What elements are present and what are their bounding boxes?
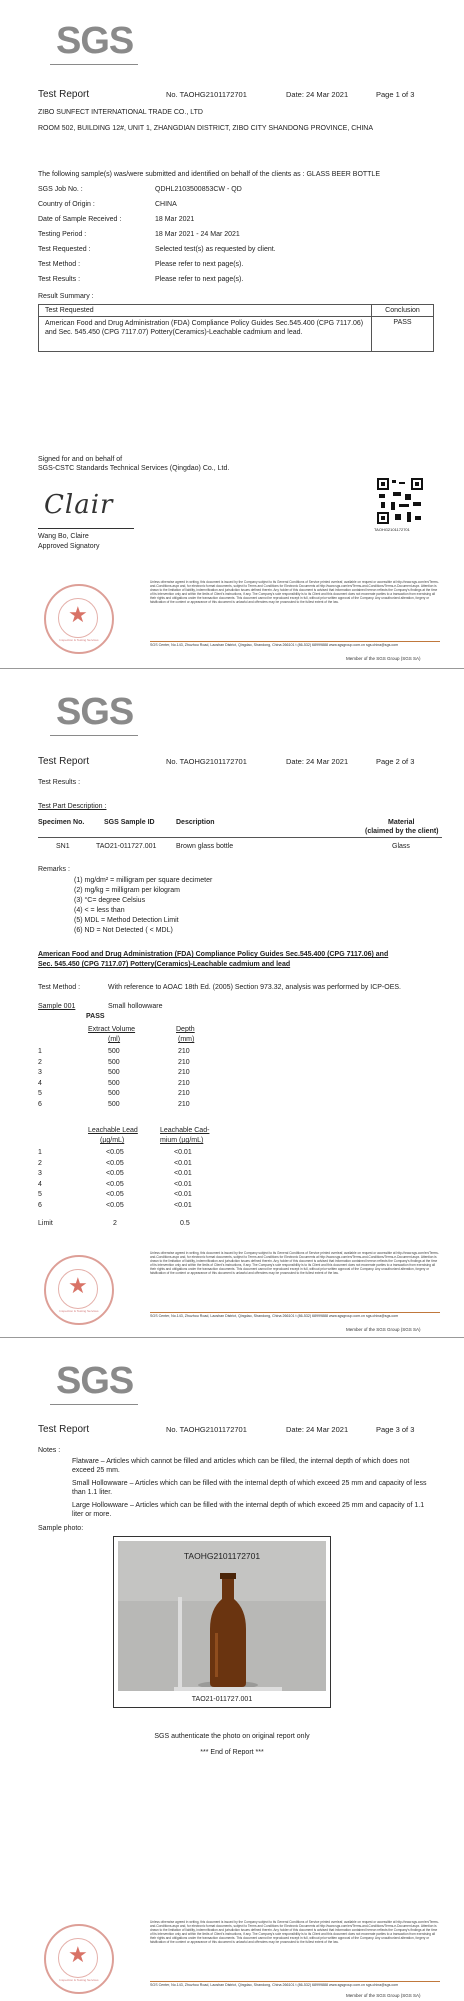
table-cell: 210 — [178, 1090, 190, 1097]
photo-caption: TAO21-011727.001 — [191, 1696, 253, 1703]
footer-address: SGS Center, No.143, Zhuzhou Road, Laoshan District, Qingdao, Shandong, China 266101 t (86-532) 68999888 www.sgsgroup.com.cn sgs.china@sgs.com — [150, 1983, 399, 1987]
sample-photo-label: Sample photo: — [38, 1525, 84, 1532]
col-description: Description — [176, 819, 215, 826]
signature: Clair — [44, 490, 114, 520]
col-test-requested: Test Requested — [39, 305, 372, 317]
authenticate-note: SGS authenticate the photo on original report only — [154, 1733, 310, 1740]
table-cell: <0.01 — [174, 1170, 192, 1177]
note-small-hollowware: Small Hollowware – Articles which can be filled with the internal depth of which exceed 25 mm and capacity of less than 1.1 liter. — [72, 1480, 427, 1496]
sample-result: PASS — [86, 1013, 105, 1020]
table-cell: 210 — [178, 1100, 190, 1108]
client-name: ZIBO SUNFECT INTERNATIONAL TRADE CO., LTD — [38, 109, 203, 116]
footer-address: SGS Center, No.143, Zhuzhou Road, Laoshan District, Qingdao, Shandong, China 266101 t (86-532) 68999888 www.sgsgroup.com.cn sgs.china@sgs.com — [150, 643, 399, 647]
qr-label: TAOHG2101172701 — [374, 527, 410, 532]
footer-disclaimer: Unless otherwise agreed in writing, this document is issued by the Company subject to its General Conditions of Service printed overleaf, available on request or accessible at http://www.sgs.com/en/Terms-and-Conditions.aspx and, for electronic format documents, subject to Terms and Conditions for Electronic Documents at http://www.sgs.com/en/Terms-and-Conditions/Terms-e-Document.aspx. Attention is drawn to the limitation of liability, indemnification and jurisdiction issues defined therein. Any holder of this document is advised that information contained hereon reflects the Company's findings at the time of its intervention only and within the limits of Client's instructions, if any. The Company's sole responsibility is to its Client and this document does not exonerate parties to a transaction from exercising all their rights and obligations under the transaction documents. This document cannot be reproduced except in full, without prior written approval of the Company. Any unauthorized alteration, forgery or falsification of the content or appearance of this document is unlawful and offenders may be prosecuted to the fullest extent of the law. — [150, 1920, 439, 1944]
table-cell: 210 — [178, 1079, 190, 1087]
col-conclusion: Conclusion — [372, 305, 434, 317]
cell-description: Brown glass bottle — [176, 843, 234, 850]
member-line: Member of the SGS Group (SGS SA) — [346, 1327, 421, 1332]
footer-address: SGS Center, No.143, Zhuzhou Road, Laoshan District, Qingdao, Shandong, China 266101 t (86-532) 68999888 www.sgsgroup.com.cn sgs.china@sgs.com — [150, 1314, 399, 1318]
report-date: Date: 24 Mar 2021 — [286, 757, 349, 766]
standard-title-2: Sec. 545.450 (CPG 7117.07) Pottery(Ceramics)-Leachable cadmium and lead — [38, 961, 291, 968]
page-number: Page 3 of 3 — [376, 1425, 415, 1434]
remarks-label: Remarks : — [38, 866, 70, 873]
signer-name: Wang Bo, Claire — [38, 533, 89, 540]
report-header — [38, 89, 434, 103]
limit-label: Limit — [38, 1220, 53, 1227]
logo-rule — [50, 64, 138, 65]
table-cell: <0.05 — [106, 1191, 124, 1198]
report-title: Test Report — [38, 756, 90, 767]
report-header — [38, 756, 434, 770]
table-cell: <0.01 — [174, 1180, 192, 1188]
photo-report-number: TAOHG2101172701 — [183, 1551, 261, 1561]
limit-lead: 2 — [113, 1220, 117, 1227]
table-cell: 5 — [38, 1191, 42, 1198]
method-label: Test Method : — [38, 984, 81, 991]
table-cell: 500 — [108, 1069, 120, 1076]
table-cell: <0.01 — [174, 1191, 192, 1198]
logo-rule — [50, 1404, 138, 1405]
cell-sample-id: TAO21-011727.001 — [96, 843, 157, 850]
table-cell: 5 — [38, 1090, 42, 1097]
signed-line-2: SGS-CSTC Standards Technical Services (Qingdao) Co., Ltd. — [38, 465, 230, 472]
table-cell: 3 — [38, 1170, 42, 1177]
result-summary-label: Result Summary : — [38, 293, 94, 300]
notes-label: Notes : — [38, 1447, 61, 1454]
col-material: Material — [388, 819, 415, 826]
col-specimen: Specimen No. — [38, 819, 85, 826]
table-rule — [38, 837, 442, 838]
standard-title-1: American Food and Drug Administration (FDA) Compliance Policy Guides Sec.545.400 (CPG 7117.06) and — [38, 951, 389, 958]
table-cell: 500 — [108, 1090, 120, 1097]
intro-statement: The following sample(s) was/were submitted and identified on behalf of the clients as : GLASS BEER BOTTLE — [38, 171, 380, 178]
report-date: Date: 24 Mar 2021 — [286, 90, 349, 99]
remark-item: (6) ND = Not Detected ( < MDL) — [74, 927, 173, 934]
footer-rule — [150, 641, 440, 642]
test-results-label: Test Results : — [38, 779, 81, 786]
sample-photo-frame — [113, 1536, 331, 1708]
company-seal: ★ Inspection & Testing Services — [44, 1255, 114, 1325]
footer-rule — [150, 1981, 440, 1982]
logo-rule — [50, 735, 138, 736]
table-cell: <0.05 — [106, 1170, 124, 1177]
table-cell: <0.01 — [174, 1159, 192, 1167]
sgs-logo: SGS — [56, 1358, 132, 1408]
company-seal: ★ Inspection & Testing Services — [44, 1924, 114, 1994]
report-date: Date: 24 Mar 2021 — [286, 1425, 349, 1434]
col-depth: Depth — [176, 1026, 195, 1033]
report-number: No. TAOHG2101172701 — [166, 90, 247, 99]
col-material-note: (claimed by the client) — [365, 828, 439, 835]
col-sample-id: SGS Sample ID — [104, 819, 155, 826]
note-flatware: Flatware – Articles which cannot be filled and articles which can be filled, the internal depth of which does not exceed 25 mm. — [72, 1458, 410, 1474]
table-cell: 500 — [108, 1079, 120, 1087]
table-cell: 1 — [38, 1048, 42, 1055]
limit-cadmium: 0.5 — [180, 1220, 190, 1227]
table-cell: 210 — [178, 1058, 190, 1066]
signed-line-1: Signed for and on behalf of — [38, 456, 123, 463]
remark-item: (2) mg/kg = milligram per kilogram — [74, 887, 180, 894]
col-extract-unit: (ml) — [108, 1036, 121, 1043]
report-page-3 — [0, 1338, 464, 2001]
sample-type: Small hollowware — [108, 1003, 163, 1010]
table-cell: 4 — [38, 1180, 42, 1188]
col-leachable-cadmium: Leachable Cad- — [160, 1127, 210, 1134]
report-page-2 — [0, 669, 464, 1337]
table-cell: 2 — [38, 1058, 42, 1066]
table-cell: 210 — [178, 1069, 190, 1076]
col-leachable-lead: Leachable Lead — [88, 1127, 138, 1134]
table-cell: 6 — [38, 1201, 42, 1209]
remark-item: (4) < = less than — [74, 907, 125, 914]
report-number: No. TAOHG2101172701 — [166, 1425, 247, 1434]
signer-title: Approved Signatory — [38, 543, 100, 550]
table-cell: 500 — [108, 1058, 120, 1066]
sample-label: Sample 001 — [38, 1003, 76, 1010]
table-cell: 3 — [38, 1069, 42, 1076]
report-page-1: SGS Test Report No. TAOHG2101172701 Date: 24 Mar 2021 Page 1 of 3 ZIBO SUNFECT INTERNATIONAL TRADE CO., LTD ROOM 502, BUILDING 12#, UNIT 1, ZHANGDIAN DISTRICT, ZIBO CITY SHANDONG PROVINCE, CHINA The following sample(s) was/were submitted and identified on behalf of the clients as : GLASS BEER BOTTLE SGS Job No. : QDHL2103500853CW - QD Country of Origin : CHINA Date of Sample Received : 18 Mar 2021 Testing Period : 18 Mar 2021 - 24 Mar 2021 Test Requested : Selected test(s) as requested by client. Test Method : Please refer to next page(s). Test Results : Please refer to next page(s). Result Summary : Test Requested Conclusion American Food and Drug Administration (FDA) Compliance Policy Guides Sec.545.400 (CPG 7117.06) and Sec. 545.450 (CPG 7117.07) Pottery(Ceramics)-Leachable cadmium and lead. PASS Signed for and on behalf of SGS-CSTC Standards Technical Services (Qingdao) Co., Ltd. Clair Wang Bo, Claire Approved Signatory TAOHG2101172701 ★ Inspection & Testing Services Unless otherwise agreed in writing, this document is issued by the Company subject to its General Conditions of Service printed overleaf, available on request or accessible at http://www.sgs.com/en/Terms-and-Conditions.aspx and, for electronic format documents, subject to Terms and Conditions for Electronic Documents at http://www.sgs.com/en/Terms-and-Conditions/Terms-e-Document.aspx. Attention is drawn to the limitation of liability, indemnification and jurisdiction issues defined therein. Any holder of this document is advised that information contained hereon reflects the Company's findings at the time of its intervention only and within the limits of Client's instructions, if any. The Company's sole responsibility is to its Client and this document does not exonerate parties to a transaction from exercising all their rights and obligations under the transaction documents. This document cannot be reproduced except in full, without prior written approval of the Company. Any unauthorized alteration, forgery or falsification of the content or appearance of this document is unlawful and offenders may be prosecuted to the fullest extent of the law. SGS Center, No.143, Zhuzhou Road, Laoshan District, Qingdao, Shandong, China 266101 t (86-532) 68999888 www.sgsgroup.com.cn sgs.china@sgs.com Member of the SGS Group (SGS SA) — [0, 0, 464, 668]
report-title: Test Report — [38, 1424, 90, 1435]
remark-item: (5) MDL = Method Detection Limit — [74, 917, 179, 924]
page-number: Page 1 of 3 — [376, 90, 415, 99]
page-number: Page 2 of 3 — [376, 757, 415, 766]
remark-item: (1) mg/dm² = milligram per square decimeter — [74, 877, 213, 884]
table-cell: 1 — [38, 1149, 42, 1156]
conclusion-cell: PASS — [372, 317, 434, 352]
qr-code — [377, 478, 423, 524]
remark-item: (3) °C= degree Celsius — [74, 897, 146, 904]
cell-specimen: SN1 — [56, 843, 70, 850]
table-cell: <0.01 — [174, 1201, 192, 1209]
table-cell: 210 — [178, 1048, 190, 1055]
company-seal: ★ Inspection & Testing Services — [44, 584, 114, 654]
table-cell: 6 — [38, 1100, 42, 1108]
table-cell: <0.05 — [106, 1201, 124, 1209]
report-number: No. TAOHG2101172701 — [166, 757, 247, 766]
table-cell: 500 — [108, 1048, 120, 1055]
footer-disclaimer: Unless otherwise agreed in writing, this document is issued by the Company subject to its General Conditions of Service printed overleaf, available on request or accessible at http://www.sgs.com/en/Terms-and-Conditions.aspx and, for electronic format documents, subject to Terms and Conditions for Electronic Documents at http://www.sgs.com/en/Terms-and-Conditions/Terms-e-Document.aspx. Attention is drawn to the limitation of liability, indemnification and jurisdiction issues defined therein. Any holder of this document is advised that information contained hereon reflects the Company's findings at the time of its intervention only and within the limits of Client's instructions, if any. The Company's sole responsibility is to its Client and this document does not exonerate parties to a transaction from exercising all their rights and obligations under the transaction documents. This document cannot be reproduced except in full, without prior written approval of the Company. Any unauthorized alteration, forgery or falsification of the content or appearance of this document is unlawful and offenders may be prosecuted to the fullest extent of the law. — [150, 1251, 439, 1275]
footer-disclaimer: Unless otherwise agreed in writing, this document is issued by the Company subject to its General Conditions of Service printed overleaf, available on request or accessible at http://www.sgs.com/en/Terms-and-Conditions.aspx and, for electronic format documents, subject to Terms and Conditions for Electronic Documents at http://www.sgs.com/en/Terms-and-Conditions/Terms-e-Document.aspx. Attention is drawn to the limitation of liability, indemnification and jurisdiction issues defined therein. Any holder of this document is advised that information contained hereon reflects the Company's findings at the time of its intervention only and within the limits of Client's instructions, if any. The Company's sole responsibility is to its Client and this document does not exonerate parties to a transaction from exercising all their rights and obligations under the transaction documents. This document cannot be reproduced except in full, without prior written approval of the Company. Any unauthorized alteration, forgery or falsification of the content or appearance of this document is unlawful and offenders may be prosecuted to the fullest extent of the law. — [150, 580, 439, 604]
table-cell: <0.05 — [106, 1149, 124, 1156]
table-cell: 4 — [38, 1079, 42, 1087]
report-title: Test Report — [38, 89, 90, 100]
sample-photo — [114, 1537, 330, 1707]
end-of-report: *** End of Report *** — [200, 1749, 264, 1756]
report-header — [38, 1424, 434, 1438]
table-cell: <0.05 — [106, 1180, 124, 1188]
table-cell: 500 — [108, 1100, 120, 1108]
signature-rule — [38, 528, 134, 529]
footer-rule — [150, 1312, 440, 1313]
sgs-logo: SGS — [56, 689, 132, 739]
sgs-logo: SGS — [56, 18, 132, 68]
result-summary-table — [38, 304, 434, 352]
col-lead-unit: (µg/mL) — [100, 1137, 125, 1144]
col-depth-unit: (mm) — [178, 1036, 195, 1043]
col-cadmium-unit: mium (µg/mL) — [160, 1137, 204, 1144]
cell-material: Glass — [392, 843, 410, 850]
method-text: With reference to AOAC 18th Ed. (2005) Section 973.32, analysis was performed by ICP-OES. — [108, 984, 401, 991]
member-line: Member of the SGS Group (SGS SA) — [346, 1993, 421, 1998]
note-large-hollowware: Large Hollowware – Articles which can be filled with the internal depth of which exceed 25 mm and capacity of 1.1 liter or more. — [72, 1502, 425, 1518]
member-line: Member of the SGS Group (SGS SA) — [346, 656, 421, 661]
table-cell: <0.01 — [174, 1149, 192, 1156]
table-cell: <0.05 — [106, 1159, 124, 1167]
col-extract-volume: Extract Volume — [88, 1026, 136, 1033]
client-address: ROOM 502, BUILDING 12#, UNIT 1, ZHANGDIAN DISTRICT, ZIBO CITY SHANDONG PROVINCE, CHINA — [38, 125, 374, 132]
part-description-label: Test Part Description : — [38, 803, 107, 810]
test-requested-cell: American Food and Drug Administration (FDA) Compliance Policy Guides Sec.545.400 (CPG 7117.06) and Sec. 545.450 (CPG 7117.07) Pottery(Ceramics)-Leachable cadmium and lead. — [39, 317, 372, 352]
table-cell: 2 — [38, 1159, 42, 1167]
